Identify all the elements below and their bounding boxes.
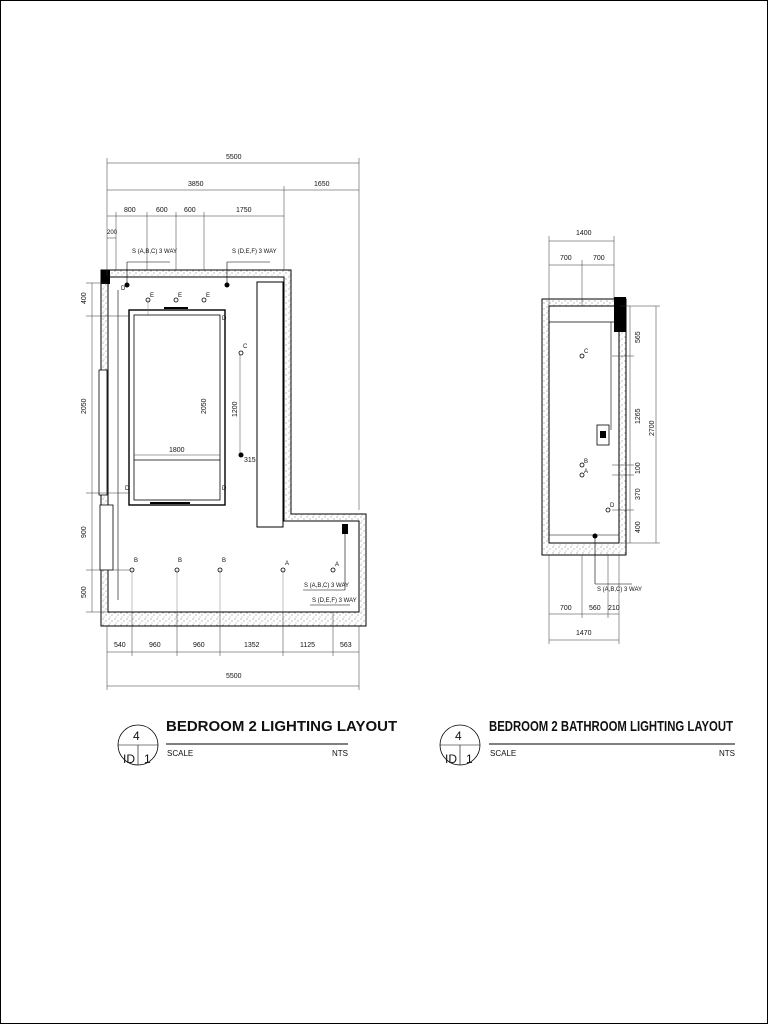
dim-bottom: 563 [340,642,352,649]
bubble-page: 1 [466,752,473,766]
dim-bottom: 560 [589,605,601,612]
dim-bottom: 1352 [244,642,260,649]
drawing-title: BEDROOM 2 BATHROOM LIGHTING LAYOUT [489,718,733,735]
dim-top: 600 [184,207,196,214]
dim-right: 100 [635,462,642,474]
dim-top-overall: 1400 [576,230,592,237]
bed-width-dim: 1800 [169,447,185,454]
dim-bottom: 540 [114,642,126,649]
svg-text:B: B [584,459,589,465]
bubble-number: 4 [455,729,462,743]
dim-right: 1265 [635,408,642,424]
svg-text:A: A [285,561,290,567]
bathroom-floor [549,306,619,543]
dim-right: 370 [635,488,642,500]
dim-top-overall: 5500 [226,154,242,161]
svg-text:B: B [134,558,139,564]
column [101,270,110,284]
dim-right: 565 [635,331,642,343]
dim-top: 600 [156,207,168,214]
dim-top: 1750 [236,207,252,214]
svg-text:A: A [584,469,589,475]
svg-text:B: B [178,558,183,564]
scale-label: SCALE [490,749,517,758]
svg-text:C: C [584,349,589,355]
bathroom-plan [542,230,660,644]
dim-right-overall: 2700 [649,420,656,436]
dim-left: 400 [81,292,88,304]
dim-bottom: 960 [149,642,161,649]
scale-label: SCALE [167,749,194,758]
svg-text:E: E [206,293,211,299]
dim-top: 700 [560,255,572,262]
dim-bottom: 1125 [300,642,316,649]
drawing-title: BEDROOM 2 LIGHTING LAYOUT [166,718,398,735]
bubble-sheet: ID [445,752,457,766]
dim-top: 800 [124,207,136,214]
switch-label: S (A,B,C) 3 WAY [597,587,643,593]
svg-text:D: D [222,486,227,492]
svg-text:D: D [121,286,126,292]
dim-left: 500 [81,586,88,598]
bedroom-2-plan [81,154,366,690]
bed-length-dim: 2050 [201,398,208,414]
dim-top: 700 [593,255,605,262]
svg-text:A: A [335,562,340,568]
title-block-bathroom [440,718,735,766]
bubble-number: 4 [133,729,140,743]
bath-top-dimension-lines [549,236,614,306]
dim-bottom-overall: 1470 [576,630,592,637]
dim-bottom: 210 [608,605,620,612]
dim-bottom: 960 [193,642,205,649]
switch-label: S (D,E,F) 3 WAY [312,598,357,604]
dim-top: 3850 [188,181,204,188]
scale-value: NTS [332,749,348,758]
inner-dim-315: 315 [244,457,256,464]
svg-text:D: D [125,486,130,492]
switch-label: S (A,B,C) 3 WAY [304,583,350,589]
window [99,370,107,495]
svg-text:E: E [178,293,183,299]
bed [129,310,225,505]
title-block-bedroom [118,718,397,766]
svg-text:C: C [243,344,248,350]
window [100,505,113,570]
column [614,297,626,332]
svg-text:D: D [222,316,227,322]
dim-left: 900 [81,526,88,538]
dim-top: 200 [107,230,118,236]
dim-top: 1650 [314,181,330,188]
dim-right: 400 [635,521,642,533]
svg-text:D: D [610,503,615,509]
bubble-page: 1 [144,752,151,766]
inner-dim-1200: 1200 [232,401,239,417]
dim-bottom-overall: 5500 [226,673,242,680]
switch-label: S (A,B,C) 3 WAY [132,249,178,255]
bubble-sheet: ID [123,752,135,766]
dim-left: 2050 [81,398,88,414]
dim-bottom: 700 [560,605,572,612]
svg-text:E: E [150,293,155,299]
scale-value: NTS [719,749,735,758]
svg-text:B: B [222,558,227,564]
switch-label: S (D,E,F) 3 WAY [232,249,277,255]
